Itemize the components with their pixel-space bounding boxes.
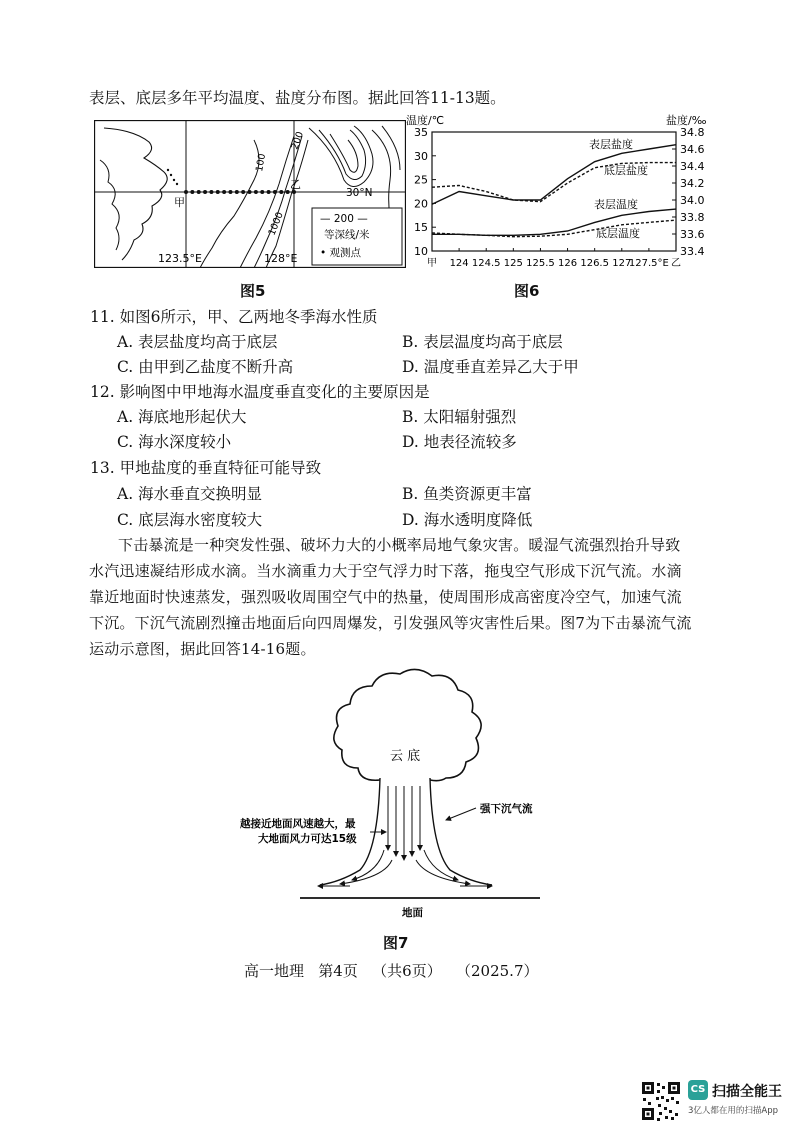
- question-stem: 12. 影响图中甲地海水温度垂直变化的主要原因是: [90, 383, 430, 401]
- y-left-axis-label: 温度/℃: [406, 114, 445, 127]
- lon-right-label: 128°E: [264, 252, 298, 265]
- option-a[interactable]: A. 海底地形起伏大: [117, 408, 247, 426]
- question-stem: 11. 如图6所示，甲、乙两地冬季海水性质: [90, 308, 378, 326]
- option-d[interactable]: D. 温度垂直差异乙大于甲: [402, 358, 579, 376]
- right-note-pointer: [446, 808, 476, 820]
- series-label: 底层温度: [596, 227, 640, 240]
- option-c[interactable]: C. 由甲到乙盐度不断升高: [117, 358, 294, 376]
- option-b[interactable]: B. 太阳辐射强烈: [402, 408, 517, 426]
- option-b[interactable]: B. 鱼类资源更丰富: [402, 485, 532, 503]
- option-a[interactable]: A. 表层盐度均高于底层: [117, 333, 278, 351]
- right-note: 强下沉气流: [480, 803, 533, 815]
- question-stem: 13. 甲地盐度的垂直特征可能导致: [90, 459, 322, 477]
- observation-point: [235, 190, 239, 194]
- x-tick-label: 乙: [671, 258, 681, 269]
- option-c[interactable]: C. 底层海水密度较大: [117, 511, 263, 529]
- y-right-tick-label: 33.6: [680, 228, 705, 241]
- figure-5-map: [94, 120, 406, 268]
- observation-point: [254, 190, 258, 194]
- ground-label: 地面: [402, 907, 423, 919]
- paragraph-line: 水汽迅速凝结形成水滴。当水滴重力大于空气浮力时下落，拖曳空气形成下沉气流。水滴: [89, 562, 682, 580]
- y-right-tick-label: 34.8: [680, 126, 705, 139]
- y-right-tick-label: 33.8: [680, 211, 705, 224]
- cloud-base-label: 云 底: [390, 749, 421, 764]
- x-tick-label: 126.5: [580, 258, 609, 269]
- observation-point: [273, 190, 277, 194]
- option-d[interactable]: D. 地表径流较多: [402, 433, 517, 451]
- observation-point: [241, 190, 245, 194]
- paragraph-line: 下沉。下沉气流剧烈撞击地面后向四周爆发，引发强风等灾害性后果。图7为下击暴流气流: [89, 614, 692, 632]
- downdraft-right-edge: [430, 778, 492, 885]
- series-label: 表层盐度: [589, 138, 633, 151]
- x-tick-label: 126: [558, 258, 578, 269]
- y-right-axis-label: 盐度/‰: [666, 114, 707, 127]
- observation-point: [267, 190, 271, 194]
- lon-left-label: 123.5°E: [158, 252, 202, 265]
- y-left-tick-label: 25: [414, 173, 428, 187]
- x-tick-label: 124.5: [471, 258, 501, 269]
- series-label: 表层温度: [594, 198, 638, 211]
- x-tick-label: 125: [503, 258, 523, 269]
- option-b[interactable]: B. 表层温度均高于底层: [402, 333, 563, 351]
- contour-100-label: 100: [254, 152, 269, 173]
- paragraph-line: 靠近地面时快速蒸发，强烈吸收周围空气中的热量，使周围形成高密度冷空气，加速气流: [89, 588, 682, 606]
- observation-point: [184, 190, 188, 194]
- option-a[interactable]: A. 海水垂直交换明显: [117, 485, 263, 503]
- y-right-tick-label: 33.4: [680, 245, 705, 258]
- y-left-tick-label: 30: [414, 149, 428, 163]
- contour-200-label: 200: [289, 130, 307, 152]
- observation-point: [197, 190, 201, 194]
- x-tick-label: 127.5°E: [628, 258, 669, 269]
- figure-6-chart: [404, 112, 724, 272]
- contour-1000-label: 1000: [266, 210, 286, 238]
- x-tick-label: 125.5: [526, 258, 555, 269]
- observation-point: [216, 190, 220, 194]
- y-right-tick-label: 34.0: [680, 194, 705, 207]
- legend-line-sample: — 200 —: [320, 213, 368, 225]
- legend-dot-text: • 观测点: [320, 247, 362, 259]
- observation-point: [203, 190, 207, 194]
- watermark-subtitle: 3亿人都在用的扫描App: [688, 1106, 779, 1116]
- left-note-line-2: 大地面风力可达15级: [258, 833, 357, 845]
- series-label: 底层盐度: [604, 164, 648, 177]
- watermark-title: 扫描全能王: [712, 1084, 782, 1100]
- observation-point: [248, 190, 252, 194]
- intro-text: 表层、底层多年平均温度、盐度分布图。据此回答11-13题。: [89, 89, 506, 107]
- y-left-tick-label: 20: [414, 197, 428, 211]
- x-tick-label: 127: [612, 258, 632, 269]
- option-c[interactable]: C. 海水深度较小: [117, 433, 232, 451]
- observation-point: [190, 190, 194, 194]
- y-left-tick-label: 35: [414, 126, 428, 139]
- figure-7-caption: 图7: [383, 934, 409, 952]
- y-right-tick-label: 34.4: [680, 160, 705, 173]
- figure-5-caption: 图5: [240, 282, 266, 300]
- camscanner-logo-icon: CS: [688, 1080, 708, 1100]
- observation-point: [260, 190, 264, 194]
- y-right-tick-label: 34.6: [680, 143, 705, 156]
- qr-code-icon: [640, 1080, 682, 1122]
- paragraph-line: 运动示意图，据此回答14-16题。: [89, 640, 316, 658]
- observation-point: [209, 190, 213, 194]
- observation-point: [222, 190, 226, 194]
- left-note-line-1: 越接近地面风速越大，最: [240, 818, 356, 830]
- y-left-tick-label: 10: [414, 245, 428, 258]
- lat-label: 30°N: [346, 187, 373, 199]
- legend-line-text: 等深线/米: [324, 229, 370, 241]
- x-tick-label: 124: [449, 258, 469, 269]
- page-footer: 高一地理 第4页 （共6页） （2025.7）: [244, 962, 539, 980]
- y-left-tick-label: 15: [414, 221, 428, 235]
- observation-point: [228, 190, 232, 194]
- paragraph-line: 下击暴流是一种突发性强、破坏力大的小概率局地气象灾害。暖湿气流强烈抬升导致: [118, 536, 681, 554]
- option-d[interactable]: D. 海水透明度降低: [402, 511, 533, 529]
- x-tick-label: 甲: [427, 258, 437, 269]
- figure-7-diagram: [240, 660, 560, 925]
- point-jia-label: 甲: [174, 196, 185, 209]
- figure-6-caption: 图6: [514, 282, 540, 300]
- observation-point: [279, 190, 283, 194]
- point-yi-label: 乙: [290, 178, 301, 191]
- y-right-tick-label: 34.2: [680, 177, 705, 190]
